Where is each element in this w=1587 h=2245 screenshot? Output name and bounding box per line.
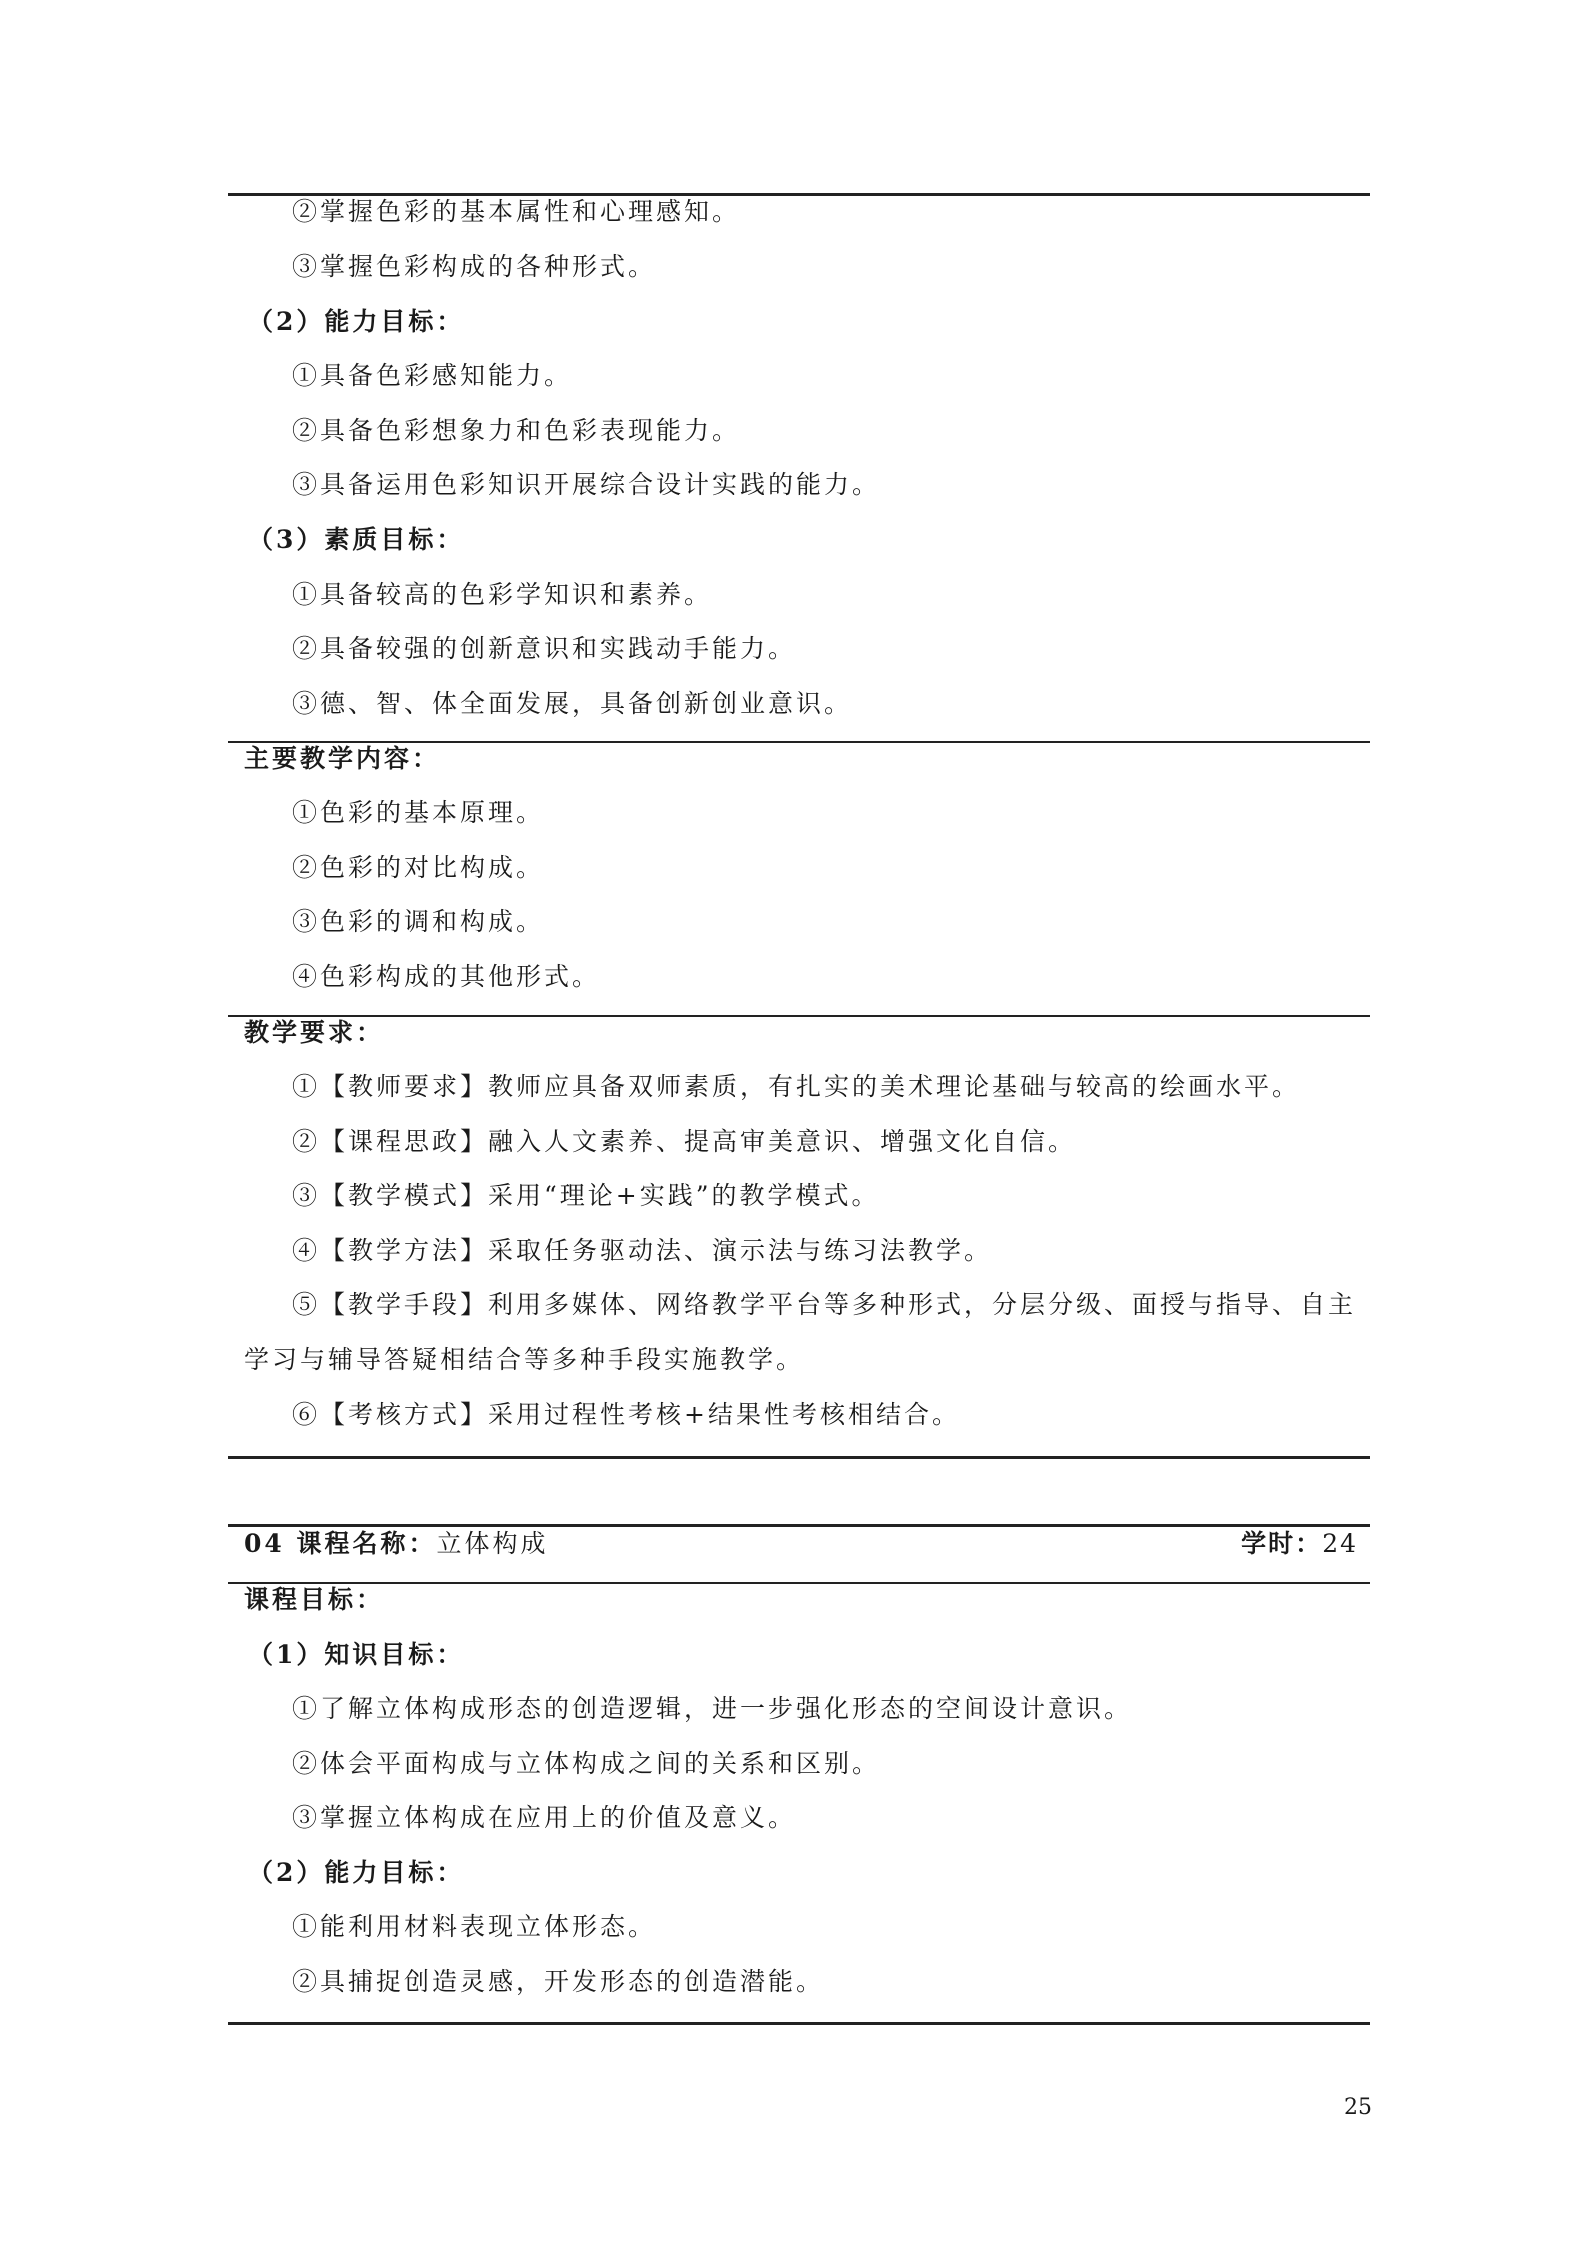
quality-item: ①具备较高的色彩学知识和素养。 (292, 580, 713, 609)
content-item: ②色彩的对比构成。 (292, 853, 545, 882)
quality-item: ②具备较强的创新意识和实践动手能力。 (292, 634, 797, 663)
knowledge-item: ③掌握色彩构成的各种形式。 (292, 252, 657, 281)
course-table-bottom-rule (228, 2022, 1370, 2025)
course-hours-label: 学时： (1241, 1529, 1323, 1558)
course-hours (1241, 1528, 1358, 1560)
ability-item: ②具捕捉创造灵感，开发形态的创造潜能。 (292, 1967, 825, 1996)
knowledge-item: ②体会平面构成与立体构成之间的关系和区别。 (292, 1749, 881, 1778)
requirement-item-continued: 学习与辅导答疑相结合等多种手段实施教学。 (244, 1345, 805, 1374)
course-table-top-rule (228, 1524, 1370, 1527)
requirement-item: ①【教师要求】教师应具备双师素质，有扎实的美术理论基础与较高的绘画水平。 (292, 1072, 1301, 1101)
course-name-label: 04 课程名称： (244, 1529, 437, 1558)
course-title-row (244, 1528, 549, 1560)
requirement-item: ⑤【教学手段】利用多媒体、网络教学平台等多种形式，分层分级、面授与指导、自主 (292, 1290, 1357, 1319)
knowledge-item: ①了解立体构成形态的创造逻辑，进一步强化形态的空间设计意识。 (292, 1694, 1133, 1723)
ability-heading: （2）能力目标： (248, 307, 465, 336)
table-bottom-rule (228, 1456, 1370, 1459)
row-divider (228, 1015, 1370, 1017)
course-goals-heading: 课程目标： (244, 1585, 385, 1614)
content-item: ①色彩的基本原理。 (292, 798, 545, 827)
requirement-item: ③【教学模式】采用“理论+实践”的教学模式。 (292, 1181, 880, 1210)
quality-item: ③德、智、体全面发展，具备创新创业意识。 (292, 689, 853, 718)
content-heading: 主要教学内容： (244, 744, 441, 773)
requirement-item: ⑥【考核方式】采用过程性考核+结果性考核相结合。 (292, 1400, 960, 1429)
ability-item: ①能利用材料表现立体形态。 (292, 1912, 657, 1941)
knowledge-heading: （1）知识目标： (248, 1640, 465, 1669)
course-hours-value: 24 (1322, 1529, 1358, 1558)
ability-item: ②具备色彩想象力和色彩表现能力。 (292, 416, 741, 445)
knowledge-item: ③掌握立体构成在应用上的价值及意义。 (292, 1803, 797, 1832)
ability-heading: （2）能力目标： (248, 1858, 465, 1887)
row-divider (228, 1582, 1370, 1584)
content-item: ③色彩的调和构成。 (292, 907, 545, 936)
page-number: 25 (1344, 2095, 1372, 2120)
requirement-item: ④【教学方法】采取任务驱动法、演示法与练习法教学。 (292, 1236, 993, 1265)
ability-item: ①具备色彩感知能力。 (292, 361, 573, 390)
ability-item: ③具备运用色彩知识开展综合设计实践的能力。 (292, 470, 881, 499)
quality-heading: （3）素质目标： (248, 525, 465, 554)
content-item: ④色彩构成的其他形式。 (292, 962, 601, 991)
knowledge-item: ②掌握色彩的基本属性和心理感知。 (292, 197, 741, 226)
course-name: 立体构成 (436, 1529, 549, 1558)
requirement-item: ②【课程思政】融入人文素养、提高审美意识、增强文化自信。 (292, 1127, 1077, 1156)
requirements-heading: 教学要求： (244, 1018, 385, 1047)
